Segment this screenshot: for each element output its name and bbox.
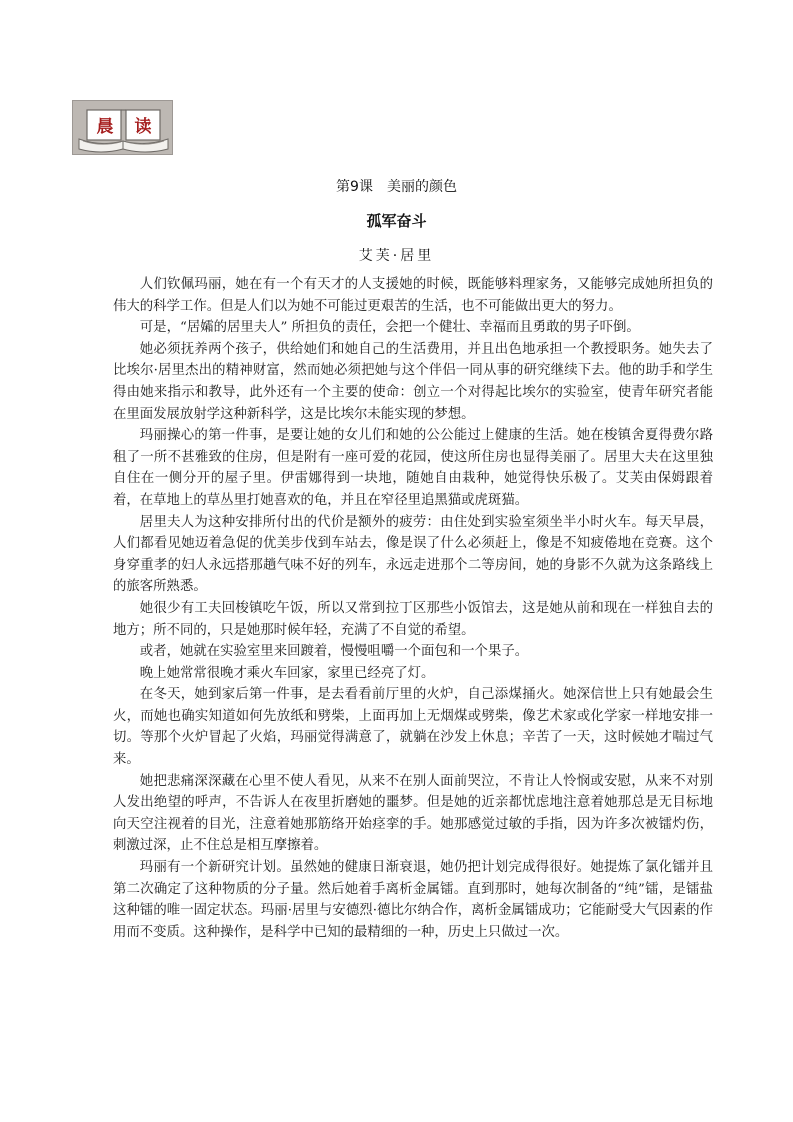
logo-char-2: 读 [134, 117, 152, 137]
morning-reading-logo [72, 100, 173, 155]
logo-char-1: 晨 [96, 117, 114, 137]
paragraph: 她把悲痛深深藏在心里不使人看见，从来不在别人面前哭泣，不肯让人怜悯或安慰，从来不对别人发出绝望的呼声，不告诉人在夜里折磨她的噩梦。但是她的近亲都忧虑地注意着她那总是无目标地向天空注视着的目光，注意着她那筋络开始痉挛的手。她那感觉过敏的手指，因为许多次被镭灼伤，刺激过深，止不住总是相互摩擦着。 [113, 773, 713, 854]
paragraph: 她很少有工夫回梭镇吃午饭，所以又常到拉丁区那些小饭馆去，这是她从前和现在一样独自去的地方；所不同的，只是她那时候年轻，充满了不自觉的希望。 [113, 600, 713, 638]
paragraph: 她必须抚养两个孩子，供给她们和她自己的生活费用，并且出色地承担一个教授职务。她失去了比埃尔·居里杰出的精神财富，然而她必须把她与这个伴侣一同从事的研究继续下去。他的助手和学生得由她来指示和教导，此外还有一个主要的使命：创立一个对得起比埃尔的实验室，使青年研究者能在里面发展放射学这种新科学，这是比埃尔未能实现的梦想。 [113, 341, 713, 422]
paragraph: 或者，她就在实验室里来回踱着，慢慢咀嚼一个面包和一个果子。 [139, 644, 529, 660]
lesson-title: 第9课 美丽的颜色 [336, 179, 457, 195]
paragraph: 玛丽操心的第一件事，是要让她的女儿们和她的公公能过上健康的生活。她在梭镇舍夏得费尔路租了一所不甚雅致的住房，但是附有一座可爱的花园，使这所住房也显得美丽了。居里大夫在这里独自住在一侧分开的屋子里。伊雷娜得到一块地，随她自由栽种，她觉得快乐极了。艾芙由保姆跟着着，在草地上的草丛里打她喜欢的龟，并且在窄径里追黑猫或虎斑猫。 [113, 428, 713, 508]
author-name: 艾芙·居里 [358, 248, 435, 264]
paragraph: 人们钦佩玛丽，她在有一个有天才的人支援她的时候，既能够料理家务，又能够完成她所担负的伟大的科学工作。但是人们以为她不可能过更艰苦的生活，也不可能做出更大的努力。 [113, 277, 713, 314]
paragraph: 居里夫人为这种安排所付出的代价是额外的疲劳：由住处到实验室须坐半小时火车。每天早晨，人们都看见她迈着急促的优美步伐到车站去，像是误了什么必须赶上，像是不知疲倦地在竞赛。这个身穿重孝的妇人永远搭那趟气味不好的列车，永远走进那个二等房间，她的身影不久就为这条路线上的旅客所熟悉。 [113, 514, 713, 595]
article-body [113, 274, 713, 943]
paragraph: 可是，“居孀的居里夫人” 所担负的责任，会把一个健壮、幸福而且勇敢的男子吓倒。 [139, 320, 640, 336]
paragraph: 玛丽有一个新研究计划。虽然她的健康日渐衰退，她仍把计划完成得很好。她提炼了氯化镭并且第二次确定了这种物质的分子量。然后她着手离析金属镭。直到那时，她每次制备的“纯”镭，是镭盐这种镭的唯一固定状态。玛丽·居里与安德烈·德比尔纳合作，离析金属镭成功；它能耐受大气因素的作用而不变质。这种操作，是科学中已知的最精细的一种，历史上只做过一次。 [113, 860, 713, 940]
paragraph: 在冬天，她到家后第一件事，是去看看前厅里的火炉，自己添煤捅火。她深信世上只有她最会生火，而她也确实知道如何先放纸和劈柴，上面再加上无烟煤或劈柴，像艺术家或化学家一样地安排一切。等那个火炉冒起了火焰，玛丽觉得满意了，就躺在沙发上休息；辛苦了一天，这时候她才喘过气来。 [113, 687, 713, 768]
paragraph: 晚上她常常很晚才乘火车回家，家里已经亮了灯。 [139, 665, 435, 681]
article-title: 孤军奋斗 [366, 212, 427, 230]
